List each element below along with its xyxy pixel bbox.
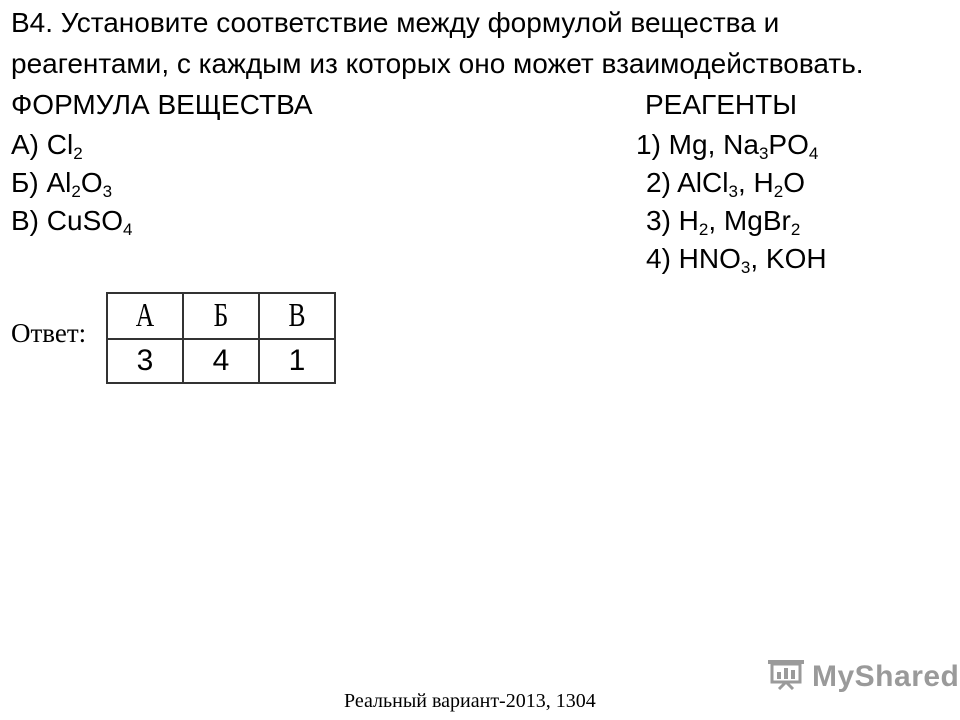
- answer-label: Ответ:: [11, 318, 87, 348]
- formula-c-label: В): [11, 205, 39, 236]
- formula-b: [11, 166, 112, 200]
- answer-value-a: 3: [107, 339, 183, 383]
- formula-b-label: Б): [11, 167, 39, 198]
- reagent-4: 4) $HNO_3$, KOH: [646, 243, 827, 277]
- source-caption: Реальный вариант-2013, 1304: [344, 690, 596, 712]
- reagent-1: 1) Mg, $Na_3PO_4$: [636, 129, 819, 163]
- answer-value-row: [107, 339, 335, 383]
- formula-header: ФОРМУЛА ВЕЩЕСТВА: [11, 89, 313, 120]
- formula-a-value: $Cl_2$: [46, 129, 83, 163]
- answer-value-c: 1: [259, 339, 335, 383]
- question-line-2: реагентами, с каждым из которых оно может взаимодействовать.: [11, 48, 864, 79]
- formula-b-value: $Al_2O_3$: [46, 167, 113, 201]
- answer-header-c: В: [269, 293, 326, 339]
- answer-header-row: [107, 293, 335, 339]
- reagents-header: РЕАГЕНТЫ: [645, 89, 797, 120]
- watermark-text: MyShared: [812, 659, 960, 693]
- formula-a: [11, 128, 83, 162]
- answer-header-a: А: [117, 293, 174, 339]
- formula-a-label: А): [11, 129, 39, 160]
- watermark: [766, 658, 959, 695]
- answer-table: [106, 292, 336, 384]
- answer-header-b: Б: [193, 293, 250, 339]
- question-line-1: B4. Установите соответствие между формулой вещества и: [11, 7, 780, 38]
- presentation-icon: [766, 658, 806, 695]
- answer-value-b: 4: [183, 339, 259, 383]
- reagent-3: 3) $H_2$, MgBr$_2$: [646, 205, 801, 239]
- reagent-2: 2) AlCl$_3$, $H_2O$: [646, 167, 805, 201]
- formula-c-value: CuSO$_4$: [46, 205, 133, 239]
- formula-c: [11, 204, 133, 238]
